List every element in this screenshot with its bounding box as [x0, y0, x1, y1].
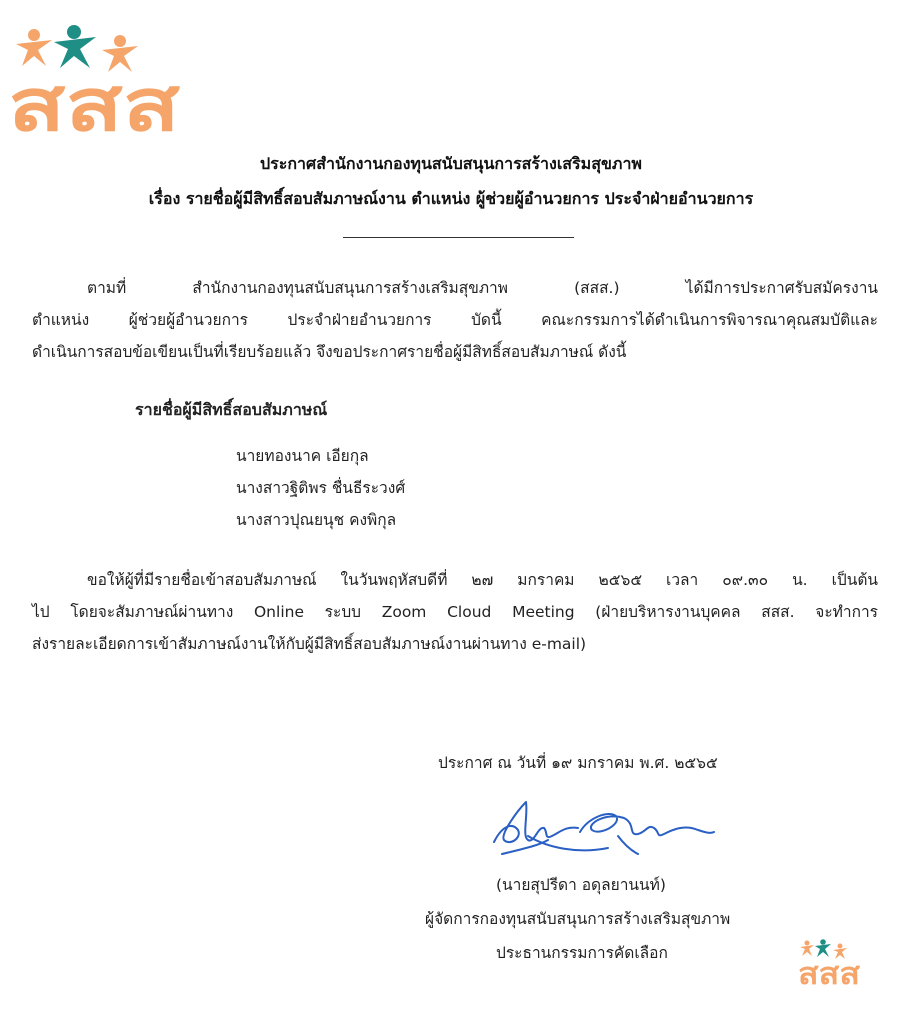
intro-line: ตำแหน่ง ผู้ช่วยผู้อำนวยการ ประจำฝ่ายอำนวยการ บัดนี้ คณะกรรมการได้ดำเนินการพิจารณาคุณสมบัติและ — [32, 311, 878, 329]
interview-paragraph — [32, 564, 878, 660]
thaihealth-logo — [8, 22, 183, 134]
candidate-list — [236, 440, 405, 536]
candidate-name: นางสาวฐิติพร ชื่นธีระวงศ์ — [236, 479, 406, 497]
thaihealth-logo-small — [798, 938, 864, 986]
candidate-name: นางสาวปุณยนุช คงพิกุล — [236, 511, 397, 529]
announcement-subject: เรื่อง รายชื่อผู้มีสิทธิ์สอบสัมภาษณ์งาน ตำแหน่ง ผู้ช่วยผู้อำนวยการ ประจำฝ่ายอำนวยการ — [148, 189, 754, 208]
logo-text: สสส — [8, 63, 181, 134]
intro-line: ตามที่ สำนักงานกองทุนสนับสนุนการสร้างเสริมสุขภาพ (สสส.) ได้มีการประกาศรับสมัครงาน — [87, 279, 878, 297]
announcement-title: ประกาศสำนักงานกองทุนสนับสนุนการสร้างเสริมสุขภาพ — [260, 154, 642, 173]
signature-icon — [488, 796, 718, 860]
candidate-list-heading: รายชื่อผู้มีสิทธิ์สอบสัมภาษณ์ — [135, 400, 328, 419]
interview-line: ไป โดยจะสัมภาษณ์ผ่านทาง Online ระบบ Zoom Cloud Meeting (ฝ่ายบริหารงานบุคคล สสส. จะทำการ — [32, 603, 878, 621]
interview-line: ขอให้ผู้ที่มีรายชื่อเข้าสอบสัมภาษณ์ ในวันพฤหัสบดีที่ ๒๗ มกราคม ๒๕๖๕ เวลา ๐๙.๓๐ น. เป็นต้น — [87, 571, 878, 589]
announcement-date: ประกาศ ณ วันที่ ๑๙ มกราคม พ.ศ. ๒๕๖๕ — [438, 754, 718, 772]
signer-name: (นายสุปรีดา อดุลยานนท์) — [496, 876, 666, 894]
intro-paragraph — [32, 272, 878, 368]
logo-text-small: สสส — [798, 957, 861, 986]
candidate-name: นายทองนาค เอียกุล — [236, 447, 369, 465]
signer-position: ผู้จัดการกองทุนสนับสนุนการสร้างเสริมสุขภาพ — [425, 910, 731, 928]
interview-line: ส่งรายละเอียดการเข้าสัมภาษณ์งานให้กับผู้มีสิทธิ์สอบสัมภาษณ์งานผ่านทาง e-mail) — [32, 635, 587, 653]
signer-role: ประธานกรรมการคัดเลือก — [496, 944, 668, 962]
title-divider — [343, 237, 574, 238]
intro-line: ดำเนินการสอบข้อเขียนเป็นที่เรียบร้อยแล้ว จึงขอประกาศรายชื่อผู้มีสิทธิ์สอบสัมภาษณ์ ดังนี้ — [32, 343, 627, 361]
